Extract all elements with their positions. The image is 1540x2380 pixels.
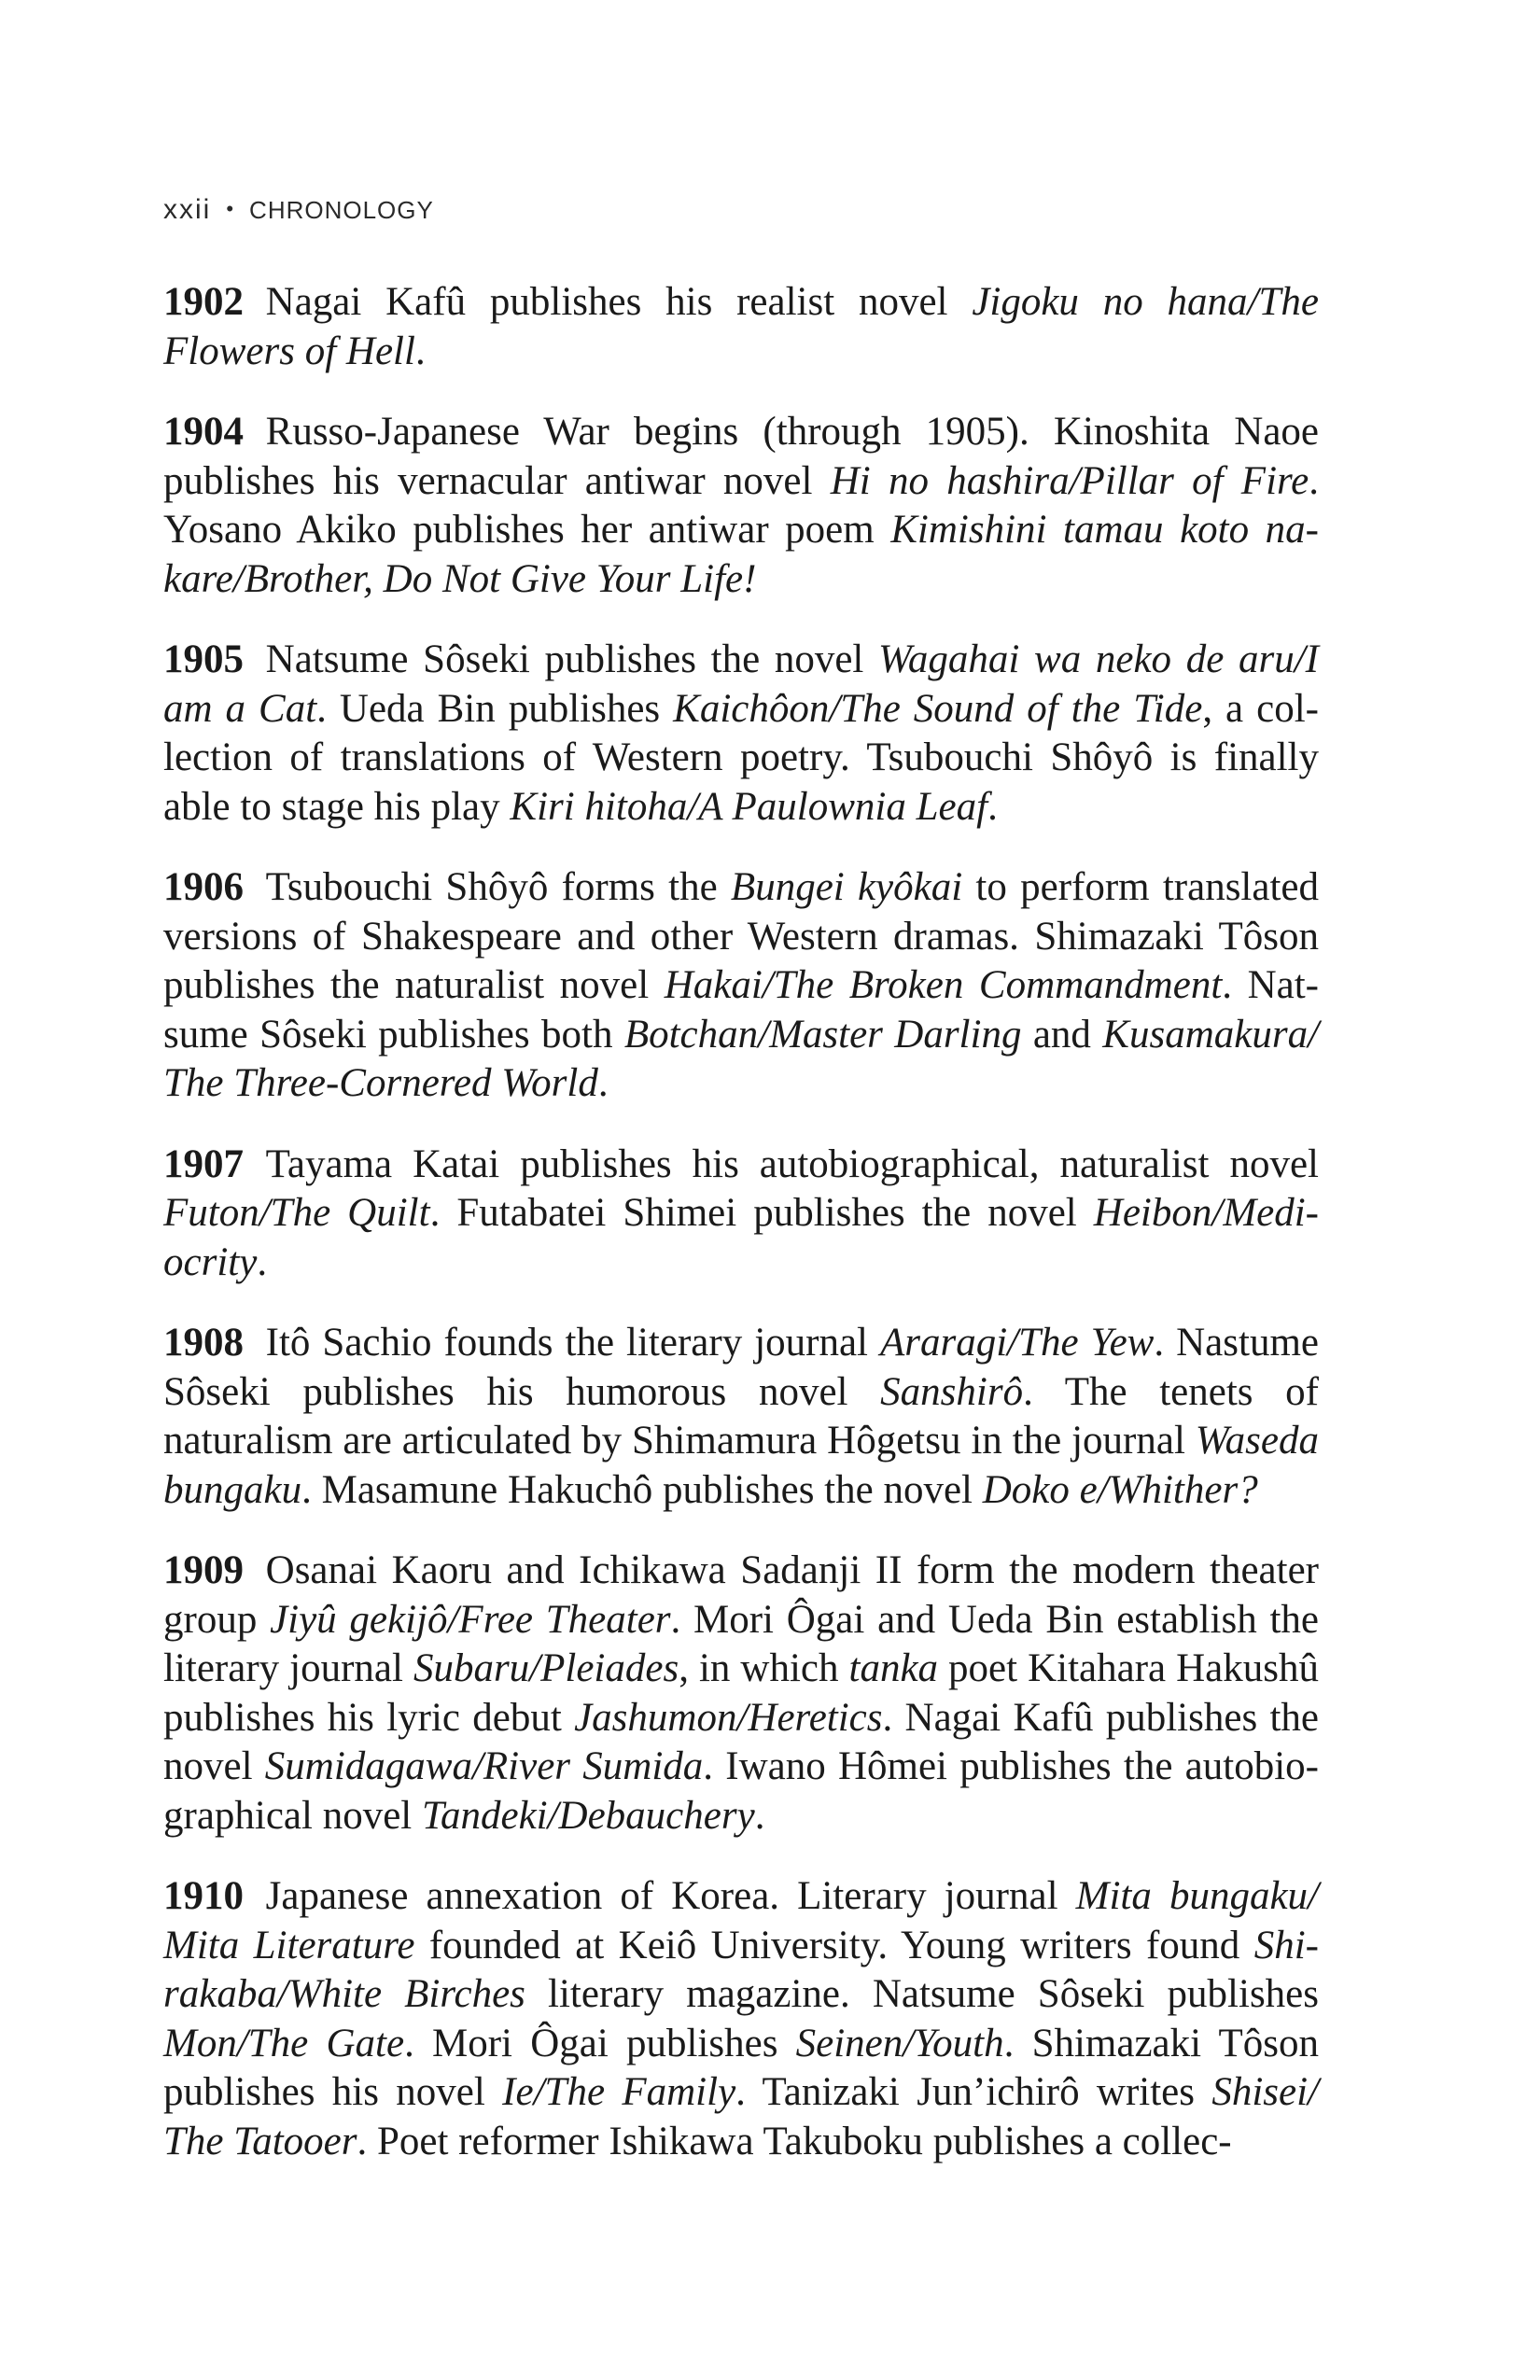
work-title: Wagahai wa neko de aru/I am a Cat [163,637,1319,731]
work-title: Mon/The Gate [163,2021,405,2065]
entry-text-run: . [257,1239,268,1284]
entry-text-run: . Nastume Sôseki publishes his humorous novel [163,1321,1319,1414]
work-title: Jiyû gekijô/Free Theater [270,1597,671,1642]
entry-text [163,1548,1319,1838]
entry-text [163,865,1319,1105]
entry-text-run: . [754,1793,765,1838]
chronology-entry [163,1547,1319,1841]
entry-text [163,280,1319,373]
entry-text-run: . Poet reformer Ishikawa Takuboku publishes a collec- [357,2119,1232,2163]
chronology-entry [163,1872,1319,2166]
work-title: Kimishini tamau koto nakare/Brother, Do Not Give Your Life! [163,508,1319,601]
work-title: Heibon/Mediocrity [163,1191,1319,1284]
chronology-entry [163,1141,1319,1288]
work-title: Bungei kyôkai [730,865,963,909]
entry-text-run: . [597,1061,609,1105]
section-title: CHRONOLOGY [249,196,434,224]
entry-year: 1908 [163,1321,244,1365]
work-title: Botchan/Master Darling [623,1012,1022,1057]
entry-text-run: . Yosano Akiko publishes her antiwar poem [163,458,1319,552]
entry-text-run: to perform translated versions of Shakespeare and other Western dramas. Shimazaki Tôson publishes the naturalist novel [163,865,1319,1007]
entry-text-run: and [1021,1012,1103,1057]
work-title: Shirakaba/White Birches [163,1923,1319,2016]
work-title: tanka [848,1646,939,1690]
work-title: Futon/The Quilt [163,1191,430,1235]
work-title: Subaru/Pleiades [413,1646,679,1690]
entry-text-run: . The tenets of naturalism are articulated by Shimamura Hôgetsu in the journal [163,1369,1320,1463]
entry-text-run: founded at Keiô University. Young writers found [414,1923,1254,1967]
entry-text-run: . [414,329,426,373]
entry-text-run: . Ueda Bin publishes [316,686,674,731]
entry-year: 1906 [163,865,244,909]
entry-text-run: . Tanizaki Jun’ichirô writes [735,2070,1212,2114]
entry-text-run: Tsubouchi Shôyô forms the [265,865,731,909]
entry-text-run: . [987,784,998,829]
chronology-entry [163,278,1319,376]
entry-year: 1902 [163,280,244,324]
entry-text [163,1321,1319,1512]
entry-text-run: . Mori Ôgai publishes [404,2021,796,2065]
bullet-separator: • [226,197,235,220]
chronology-entry [163,636,1319,832]
entry-text [163,1142,1319,1284]
running-head [163,194,434,226]
work-title: Kaichôon/The Sound of the Tide [673,686,1203,731]
entry-text-run: , a collection of translations of Western poetry. Tsubouchi Shôyô is finally able to stage his play [163,686,1319,829]
work-title: Shisei/​The Tatooer [163,2070,1319,2163]
work-title: Hi no hashira/Pillar of Fire [830,458,1309,503]
entry-text-run: . Futabatei Shimei publishes the novel [429,1191,1094,1235]
work-title: Kiri hitoha/A Paulownia Leaf [510,784,988,829]
entry-text-run: . Nagai Kafû publishes the novel [163,1695,1319,1788]
work-title: Seinen/Youth [795,2021,1004,2065]
work-title: Doko e/Whither? [982,1467,1258,1512]
entry-text-run: Russo-Japanese War begins (through 1905). Kinoshita Naoe publishes his vernacular antiwar novel [163,410,1319,503]
chronology-entry [163,1319,1319,1515]
chronology-entry [163,408,1319,604]
work-title: Kusamakura/​The Three-Cornered World [163,1012,1320,1105]
entry-text-run: . Masamune Hakuchô publishes the novel [301,1467,983,1512]
entry-year: 1905 [163,637,244,681]
entry-text [163,1874,1319,2163]
entry-year: 1909 [163,1548,244,1592]
entry-text-run: literary magazine. Natsume Sôseki publishes [525,1972,1319,2016]
work-title: Sumidagawa/River Sumida [264,1744,704,1788]
entry-year: 1904 [163,410,244,454]
entry-text [163,637,1319,829]
entry-text-run: . Iwano Hômei publishes the autobiographical novel [163,1744,1319,1838]
work-title: Mita bungaku/​Mita Literature [163,1874,1319,1967]
entry-text-run: Natsume Sôseki publishes the novel [265,637,879,681]
entry-text-run: Tayama Katai publishes his autobiographical, naturalist novel [265,1141,1319,1186]
entry-text-run: . Natsume Sôseki publishes both [163,963,1319,1057]
entry-text-run: poet Kitahara Hakushû publishes his lyric debut [163,1646,1319,1740]
entry-text-run: Nagai Kafû publishes his realist novel [265,280,973,324]
entry-text-run: Itô Sachio founds the literary journal [265,1321,880,1365]
entry-year: 1910 [163,1874,244,1918]
entry-text-run: . Mori Ôgai and Ueda Bin establish the literary journal [163,1597,1319,1690]
entry-text-run: Japanese annexation of Korea. Literary journal [265,1874,1076,1918]
work-title: Ie/The Family [502,2070,736,2114]
work-title: Araragi/The Yew [880,1321,1155,1365]
work-title: Jashumon/Heretics [574,1695,883,1740]
entry-text-run: . Shimazaki Tôson publishes his novel [163,2021,1320,2114]
entry-text-run: Osanai Kaoru and Ichikawa Sadanji II form the modern theater group [163,1548,1319,1642]
entry-text [163,410,1319,601]
work-title: Hakai/The Broken Commandment [664,963,1223,1007]
entry-text-run: , in which [679,1646,849,1690]
chronology-entries [163,278,1319,2198]
entry-year: 1907 [163,1141,244,1186]
work-title: Waseda bungaku [163,1419,1319,1512]
work-title: Tandeki/Debauchery [422,1793,755,1838]
chronology-entry [163,863,1319,1109]
work-title: Jigoku no hana/The Flowers of Hell [163,280,1319,373]
page-number: xxii [163,194,212,225]
work-title: Sanshirô [880,1369,1024,1414]
